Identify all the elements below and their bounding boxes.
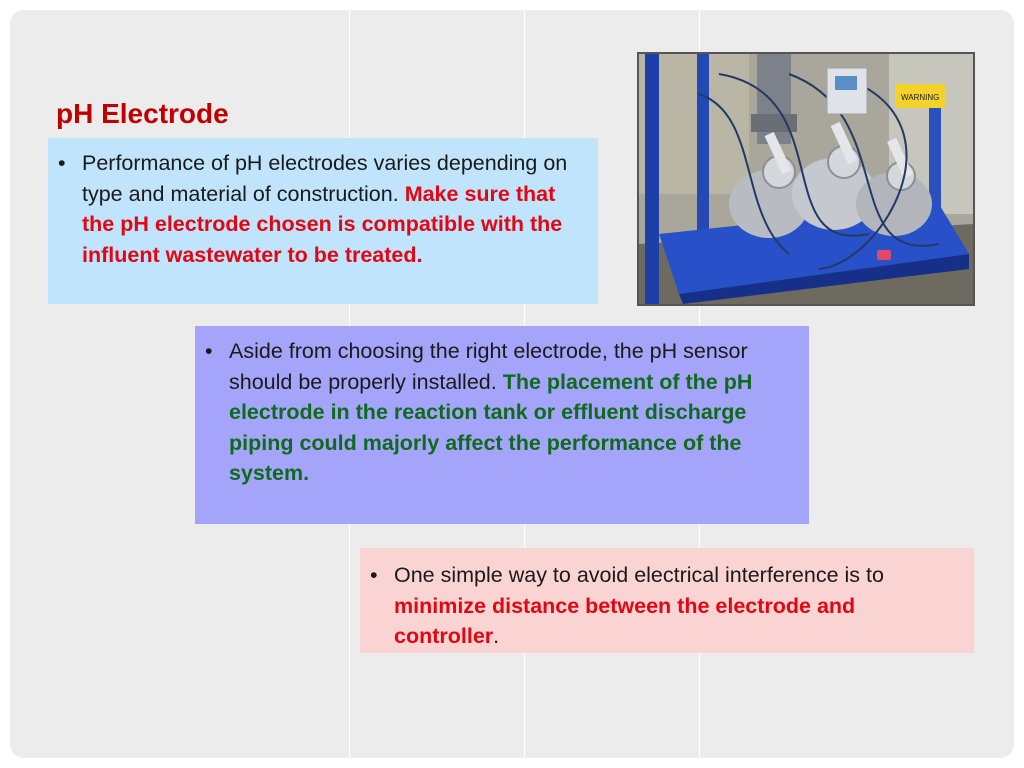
bullet-marker: • [58, 151, 66, 175]
bullet-marker: • [205, 339, 213, 363]
bullet-text: One simple way to avoid electrical interference is to [394, 563, 884, 587]
bullet-marker: • [370, 563, 378, 587]
text-box-electrode-type [48, 138, 598, 304]
bullet-emphasis: The placement of the pH electrode in the reaction tank or effluent discharge piping could majorly affect the performance of the system. [229, 369, 753, 485]
bullet-item [360, 560, 966, 652]
text-box-interference [360, 548, 974, 653]
bullet-emphasis: minimize distance between the electrode and controller [394, 593, 856, 648]
bullet-trailing: . [493, 624, 500, 648]
electrode-photo-illustration [639, 54, 973, 304]
slide-title: pH Electrode [56, 98, 229, 129]
bullet-item [48, 148, 590, 270]
bullet-text: Performance of pH electrodes varies depending on type and material of construction. [82, 151, 568, 206]
bullet-emphasis: Make sure that the pH electrode chosen is compatible with the influent wastewater to be treated. [82, 181, 563, 267]
warning-sign-text: WARNING [901, 93, 940, 102]
electrode-photo [637, 52, 975, 306]
text-box-installation [195, 326, 809, 524]
bullet-text: Aside from choosing the right electrode, the pH sensor should be properly installed. [229, 339, 748, 394]
slide [10, 10, 1014, 758]
bullet-item [195, 336, 801, 489]
